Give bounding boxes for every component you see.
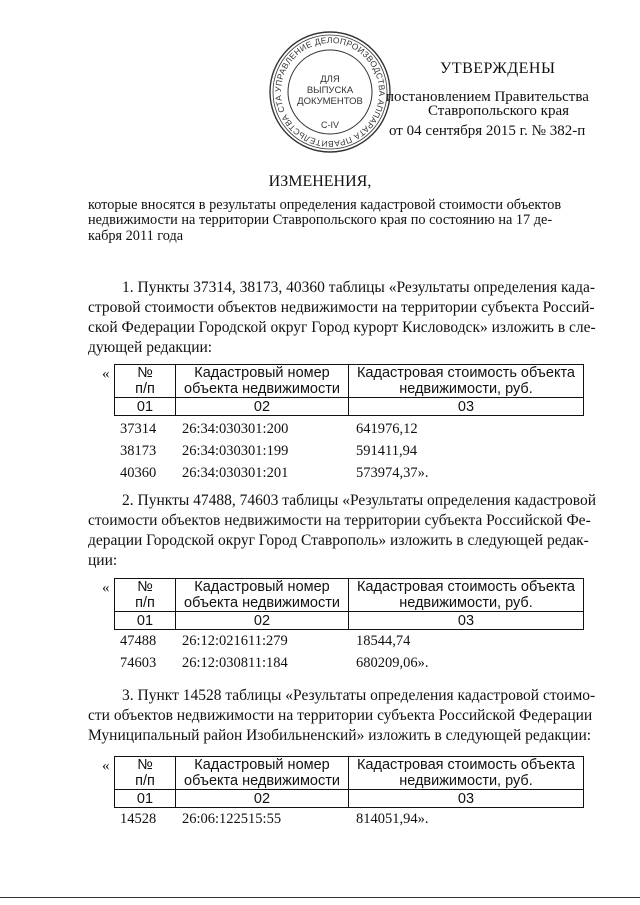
row-cost: 18544,74 xyxy=(356,633,411,649)
section3-paragraph xyxy=(88,686,596,746)
row-number: 14528 xyxy=(120,811,157,827)
row-cost: 680209,06». xyxy=(356,655,429,671)
section3-line: 3. Пункт 14528 таблицы «Результаты определения кадастровой стоимо- xyxy=(122,687,596,704)
row-number: 47488 xyxy=(120,633,157,649)
col-num-index: 01 xyxy=(115,790,176,808)
table2-header xyxy=(114,578,584,630)
row-cadastral: 26:34:030301:200 xyxy=(182,421,289,437)
page-bottom-border xyxy=(0,897,640,898)
section2-line: 2. Пункты 47488, 74603 таблицы «Результаты определения кадастровой xyxy=(122,492,597,509)
col-cadastral-index: 02 xyxy=(176,398,349,416)
table3-open-quote: « xyxy=(102,758,110,774)
col-cost-index: 03 xyxy=(349,612,584,630)
table-row xyxy=(0,418,640,440)
table1-header xyxy=(114,364,584,416)
section2-line: ции: xyxy=(88,552,118,569)
section2-line: стоимости объектов недвижимости на территории субъекта Российской Фе- xyxy=(88,512,591,529)
col-num-index: 01 xyxy=(115,612,176,630)
row-cost: 591411,94 xyxy=(356,443,418,459)
row-number: 74603 xyxy=(120,655,157,671)
table-row xyxy=(0,462,640,484)
col-cost-label: Кадастровая стоимость объекта xyxy=(356,365,575,381)
col-cost-index: 03 xyxy=(349,398,584,416)
section1-line: ской Федерации Городской округ Город курорт Кисловодск» изложить в сле- xyxy=(88,319,596,336)
row-number: 37314 xyxy=(120,421,157,437)
row-number: 38173 xyxy=(120,443,157,459)
section1-line: дующей редакции: xyxy=(88,339,213,356)
stamp-center-line1: ДЛЯ xyxy=(320,74,340,85)
approval-line2: Ставропольского края xyxy=(428,103,569,119)
col-cadastral-label2: объекта недвижимости xyxy=(184,773,340,789)
row-cost: 573974,37». xyxy=(356,465,429,481)
col-cost-label2: недвижимости, руб. xyxy=(399,595,533,611)
col-cadastral-index: 02 xyxy=(176,612,349,630)
col-cost-label: Кадастровая стоимость объекта xyxy=(356,579,575,595)
doc-subtitle-line3: кабря 2011 года xyxy=(88,228,184,244)
col-num-label2: п/п xyxy=(135,595,155,611)
row-cadastral: 26:12:021611:279 xyxy=(182,633,288,649)
row-number: 40360 xyxy=(120,465,157,481)
row-cost: 814051,94». xyxy=(356,811,429,827)
approval-title: УТВЕРЖДЕНЫ xyxy=(440,60,556,77)
col-cadastral-label: Кадастровый номер xyxy=(194,365,330,381)
table1-open-quote: « xyxy=(102,366,110,382)
row-cadastral: 26:34:030301:199 xyxy=(182,443,289,459)
stamp-seal-icon xyxy=(268,30,392,154)
col-num-index: 01 xyxy=(115,398,176,416)
col-cadastral-index: 02 xyxy=(176,790,349,808)
section1-paragraph xyxy=(88,278,596,358)
table-row xyxy=(0,440,640,462)
approval-stamp xyxy=(268,30,392,154)
col-cost-label2: недвижимости, руб. xyxy=(399,381,533,397)
section2-paragraph xyxy=(88,491,597,571)
table-row xyxy=(0,630,640,652)
row-cost: 641976,12 xyxy=(356,421,418,437)
stamp-code: С-IV xyxy=(321,120,339,130)
section1-line: стровой стоимости объектов недвижимости на территории субъекта Россий- xyxy=(88,299,595,316)
col-num-label2: п/п xyxy=(135,773,155,789)
col-num-label: № xyxy=(137,365,153,381)
row-cadastral: 26:12:030811:184 xyxy=(182,655,288,671)
doc-subtitle-line2: недвижимости на территории Ставропольского края по состоянию на 17 де- xyxy=(88,212,553,228)
table-row xyxy=(0,808,640,830)
doc-subtitle-line1: которые вносятся в результаты определения кадастровой стоимости объектов xyxy=(88,197,562,213)
approval-line3: от 04 сентября 2015 г. № 382-п xyxy=(389,123,586,139)
stamp-center-line2: ВЫПУСКА xyxy=(306,85,354,96)
stamp-ring-text: УПРАВЛЕНИЕ ДЕЛОПРОИЗВОДСТВА АППАРАТА ПРАВИТЕЛЬСТВА СТА xyxy=(272,34,388,150)
col-cadastral-label: Кадастровый номер xyxy=(194,579,330,595)
col-cadastral-label2: объекта недвижимости xyxy=(184,381,340,397)
row-cadastral: 26:06:122515:55 xyxy=(182,811,282,827)
section3-line: сти объектов недвижимости на территории субъекта Российской Федерации xyxy=(88,707,593,724)
section1-line: 1. Пункты 37314, 38173, 40360 таблицы «Результаты определения када- xyxy=(122,279,596,296)
stamp-center-line3: ДОКУМЕНТОВ xyxy=(297,96,363,107)
approval-line1: постановлением Правительства xyxy=(386,89,589,105)
col-num-label: № xyxy=(137,579,153,595)
col-cost-index: 03 xyxy=(349,790,584,808)
section2-line: дерации Городской округ Город Ставрополь» изложить в следующей редак- xyxy=(88,532,589,549)
table-row xyxy=(0,652,640,674)
col-num-label2: п/п xyxy=(135,381,155,397)
col-cost-label2: недвижимости, руб. xyxy=(399,773,533,789)
row-cadastral: 26:34:030301:201 xyxy=(182,465,289,481)
table2-open-quote: « xyxy=(102,580,110,596)
col-cadastral-label2: объекта недвижимости xyxy=(184,595,340,611)
table3-header xyxy=(114,756,584,808)
col-num-label: № xyxy=(137,757,153,773)
doc-heading: ИЗМЕНЕНИЯ, xyxy=(268,173,372,190)
section3-line: Муниципальный район Изобильненский» изложить в следующей редакции: xyxy=(88,727,592,744)
col-cadastral-label: Кадастровый номер xyxy=(194,757,330,773)
col-cost-label: Кадастровая стоимость объекта xyxy=(356,757,575,773)
